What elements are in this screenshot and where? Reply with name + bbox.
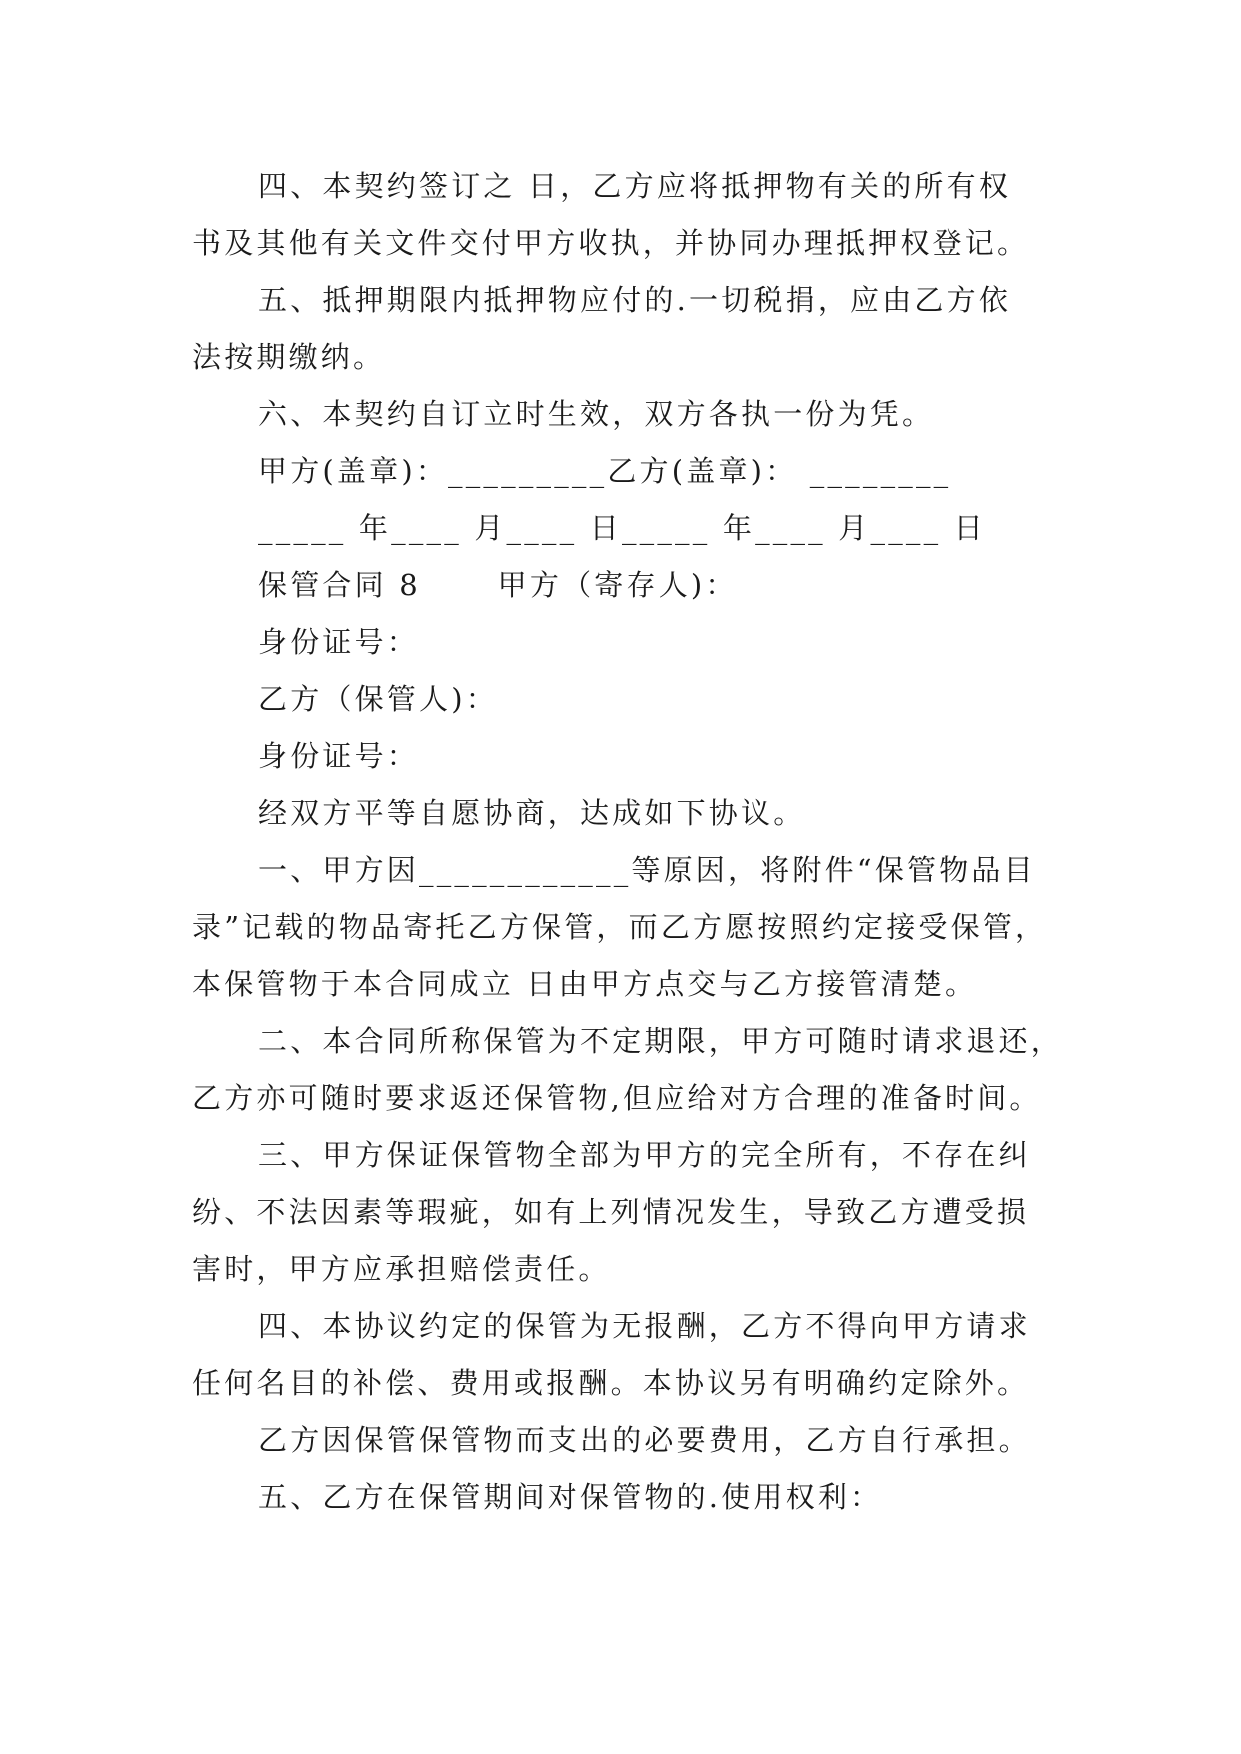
clause-3-line-3: 害时，甲方应承担赔偿责任。 [192, 1252, 611, 1286]
clause-4-line-2: 任何名目的补偿、费用或报酬。本协议另有明确约定除外。 [192, 1366, 1030, 1400]
clause-5-mortgage-line-2: 法按期缴纳。 [192, 340, 386, 374]
party-b-id-label: 身份证号： [258, 739, 420, 773]
clause-1-line-2: 录”记载的物品寄托乙方保管，而乙方愿按照约定接受保管， [192, 910, 1048, 944]
clause-1-line-3: 本保管物于本合同成立 日由甲方点交与乙方接管清楚。 [192, 967, 978, 1001]
clause-4-line-1: 四、本协议约定的保管为无报酬，乙方不得向甲方请求 [258, 1309, 1031, 1343]
clause-6-mortgage: 六、本契约自订立时生效，双方各执一份为凭。 [258, 397, 935, 431]
clause-5-line-1: 五、乙方在保管期间对保管物的.使用权利： [258, 1480, 883, 1514]
clause-5-mortgage-line-1: 五、抵押期限内抵押物应付的.一切税捐，应由乙方依 [258, 283, 1012, 317]
agreement-intro: 经双方平等自愿协商，达成如下协议。 [258, 796, 806, 830]
clause-1-line-1: 一、甲方因____________等原因，将附件“保管物品目 [258, 853, 1036, 887]
contract-8-heading: 保管合同 8 甲方（寄存人)： [258, 568, 738, 602]
date-line: _____ 年____ 月____ 日_____ 年____ 月____ 日 [258, 511, 986, 545]
clause-2-line-2: 乙方亦可随时要求返还保管物,但应给对方合理的准备时间。 [192, 1081, 1042, 1115]
clause-2-line-1: 二、本合同所称保管为不定期限，甲方可随时请求退还， [258, 1024, 1064, 1058]
party-b-label: 乙方（保管人)： [258, 682, 498, 716]
clause-4-line-3: 乙方因保管保管物而支出的必要费用，乙方自行承担。 [258, 1423, 1031, 1457]
party-a-id-label: 身份证号： [258, 625, 420, 659]
signature-line: 甲方(盖章)：_________乙方(盖章)： ________ [258, 454, 952, 488]
clause-4-mortgage-line-1: 四、本契约签订之 日，乙方应将抵押物有关的所有权 [258, 169, 1012, 203]
clause-4-mortgage-line-2: 书及其他有关文件交付甲方收执，并协同办理抵押权登记。 [192, 226, 1030, 260]
clause-3-line-2: 纷、不法因素等瑕疵，如有上列情况发生，导致乙方遭受损 [192, 1195, 1030, 1229]
clause-3-line-1: 三、甲方保证保管物全部为甲方的完全所有，不存在纠 [258, 1138, 1031, 1172]
